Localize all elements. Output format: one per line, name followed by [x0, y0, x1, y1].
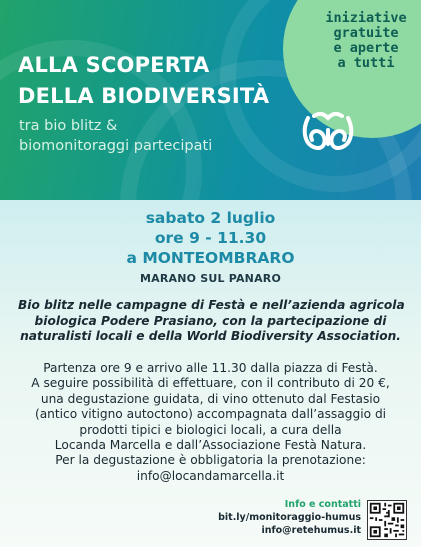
- contact-info: [218, 498, 361, 537]
- event-municipality: MARANO SUL PANARO: [139, 272, 282, 285]
- event-description: [18, 298, 403, 345]
- description-line: Bio blitz nelle campagne di Festà e nell’azienda agricola: [18, 298, 405, 312]
- info-line: A seguire possibilità di effettuare, con il contributo di 20 €,: [31, 376, 390, 391]
- event-details: [0, 208, 421, 268]
- info-line: (antico vitigno autoctono) accompagnata dall’assaggio di: [34, 407, 387, 422]
- description-line: biologica Podere Prasiano, con la partecipazione di: [34, 313, 387, 328]
- title-line: ALLA SCOPERTA: [18, 53, 210, 77]
- badge-line: gratuite: [333, 25, 399, 41]
- title-line: DELLA BIODIVERSITÀ: [18, 84, 270, 108]
- badge-line: iniziative: [325, 10, 407, 26]
- info-line: prodotti tipici e biologici locali, a cura della: [79, 422, 342, 437]
- poster-title: [18, 50, 269, 112]
- contact-email[interactable]: info@retehumus.it: [261, 525, 361, 536]
- contact-link[interactable]: bit.ly/monitoraggio-humus: [218, 512, 361, 523]
- subtitle-line: tra bio blitz &: [19, 118, 118, 134]
- badge-line: a tutti: [337, 55, 395, 71]
- info-email[interactable]: info@locandamarcella.it: [136, 468, 285, 483]
- event-time: ore 9 - 11.30: [154, 229, 267, 247]
- subtitle-line: biomonitoraggi partecipati: [19, 138, 213, 154]
- event-info: [12, 361, 409, 484]
- event-date: sabato 2 luglio: [145, 209, 276, 227]
- info-line: una degustazione guidata, di vino ottenuto dal Festasio: [40, 391, 381, 406]
- contact-title: Info e contatti: [284, 499, 361, 510]
- info-line: Per la degustazione è obbligatoria la prenotazione:: [55, 453, 366, 468]
- butterfly-logo-icon: [300, 110, 356, 156]
- info-line: Partenza ore 9 e arrivo alle 11.30 dalla piazza di Festà.: [43, 361, 378, 375]
- badge-text: [303, 11, 421, 71]
- info-line: Locanda Marcella e dall’Associazione Festà Natura.: [54, 438, 367, 453]
- description-line: naturalisti locali e della World Biodiversity Association.: [20, 329, 401, 344]
- event-location: a MONTEOMBRARO: [126, 249, 295, 267]
- poster-subtitle: [19, 116, 212, 156]
- badge-line: e aperte: [333, 40, 399, 56]
- qr-code-icon[interactable]: [367, 500, 407, 540]
